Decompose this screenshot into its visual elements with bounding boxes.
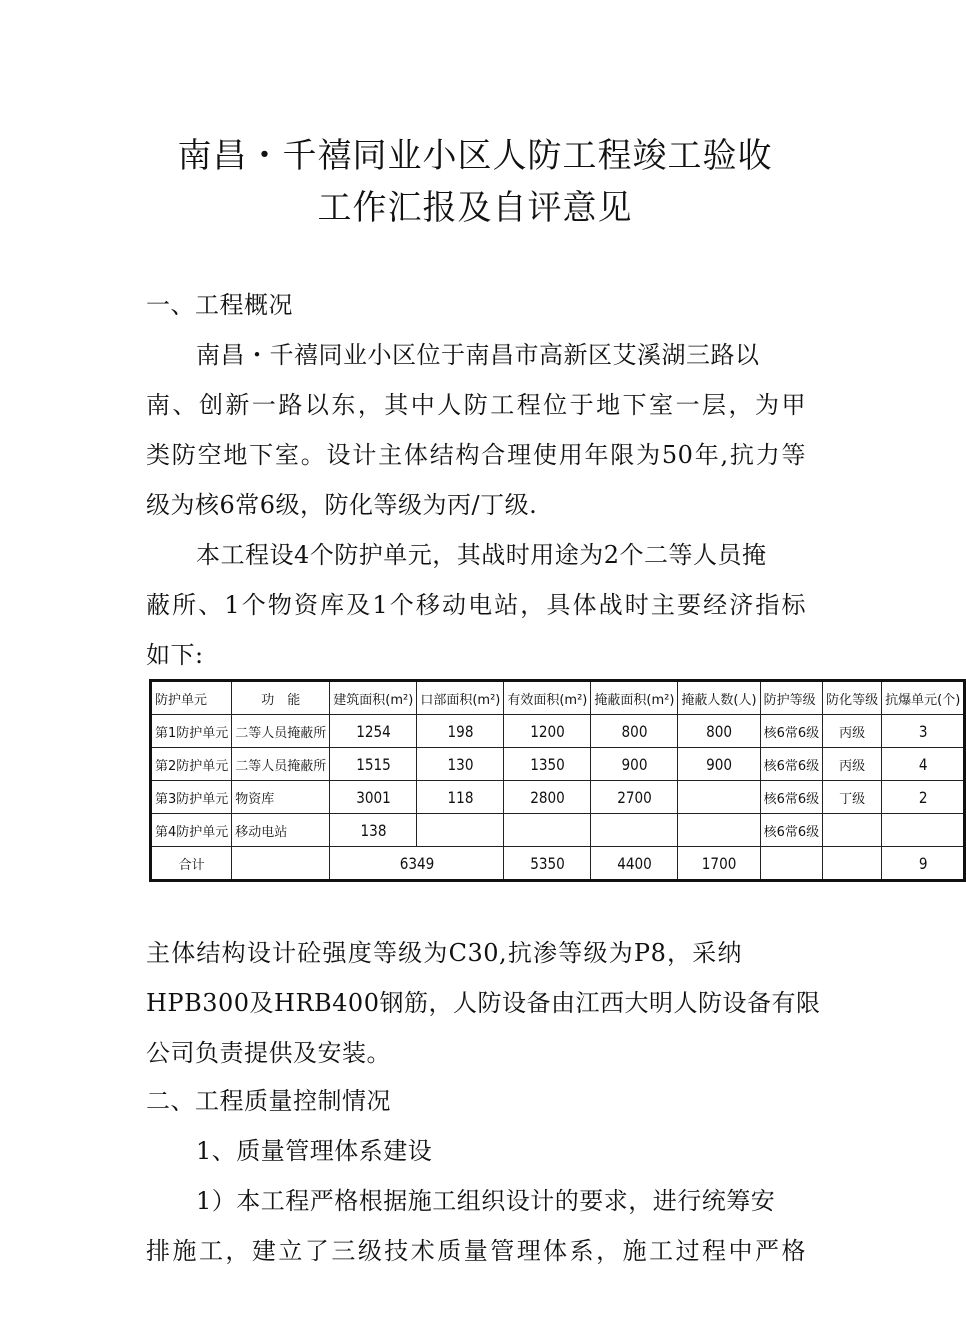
header-cell: 防护单元 bbox=[151, 681, 232, 715]
title-line-2: 工作汇报及自评意见 bbox=[317, 188, 633, 228]
table-cell: 2800 bbox=[510, 781, 584, 814]
table-cell: 800 bbox=[597, 715, 671, 748]
table-cell: 丙级 bbox=[823, 715, 882, 748]
total-shelter-area: 4400 bbox=[597, 847, 671, 881]
table-cell: 丙级 bbox=[823, 748, 882, 781]
table-cell bbox=[423, 814, 497, 847]
table-cell: 1254 bbox=[336, 715, 410, 748]
table-row bbox=[151, 715, 965, 748]
table-cell: 丁级 bbox=[823, 781, 882, 814]
header-cell: 抗爆单元(个) bbox=[882, 681, 965, 715]
total-area: 6349 bbox=[343, 847, 491, 881]
table-cell: 138 bbox=[336, 814, 410, 847]
paragraph-line: 蔽所、1个物资库及1个移动电站，具体战时主要经济指标 bbox=[146, 591, 806, 619]
table-cell: 2 bbox=[888, 781, 959, 814]
table-row bbox=[151, 748, 965, 781]
table-cell: 198 bbox=[423, 715, 497, 748]
total-people: 1700 bbox=[684, 847, 754, 881]
title-line-1: 南昌・千禧同业小区人防工程竣工验收 bbox=[177, 136, 773, 176]
table-cell: 900 bbox=[597, 748, 671, 781]
table-cell: 3001 bbox=[336, 781, 410, 814]
table-total-row bbox=[151, 847, 965, 881]
table-cell bbox=[760, 847, 823, 881]
table-header-row bbox=[151, 681, 965, 715]
table-cell: 130 bbox=[423, 748, 497, 781]
table-cell: 1200 bbox=[510, 715, 584, 748]
table-cell: 3 bbox=[888, 715, 959, 748]
table-cell: 移动电站 bbox=[232, 814, 330, 847]
total-label: 合计 bbox=[151, 847, 232, 881]
total-blast-units: 9 bbox=[888, 847, 959, 881]
paragraph-line: 主体结构设计砼强度等级为C30,抗渗等级为P8，采纳 bbox=[146, 939, 742, 967]
paragraph-line: 类防空地下室。设计主体结构合理使用年限为50年,抗力等 bbox=[146, 441, 806, 469]
table-cell: 核6常6级 bbox=[760, 814, 823, 847]
paragraph-line: 本工程设4个防护单元，其战时用途为2个二等人员掩 bbox=[196, 541, 767, 569]
table-cell: 2700 bbox=[597, 781, 671, 814]
table-cell: 二等人员掩蔽所 bbox=[232, 748, 330, 781]
table-row bbox=[151, 781, 965, 814]
paragraph-line: 公司负责提供及安装。 bbox=[146, 1039, 391, 1067]
table-cell: 第1防护单元 bbox=[151, 715, 232, 748]
table-cell: 第2防护单元 bbox=[151, 748, 232, 781]
total-effective-area: 5350 bbox=[510, 847, 584, 881]
table-cell bbox=[684, 814, 754, 847]
table-cell: 118 bbox=[423, 781, 497, 814]
table-cell: 核6常6级 bbox=[760, 748, 823, 781]
header-cell: 有效面积(m²) bbox=[504, 681, 591, 715]
header-cell: 防护等级 bbox=[760, 681, 823, 715]
table-cell: 二等人员掩蔽所 bbox=[232, 715, 330, 748]
table-cell bbox=[510, 814, 584, 847]
paragraph-line: 级为核6常6级，防化等级为丙/丁级. bbox=[146, 491, 538, 519]
economic-indicators-table bbox=[149, 679, 966, 882]
paragraph-line: 排施工，建立了三级技术质量管理体系，施工过程中严格 bbox=[146, 1237, 806, 1265]
table-row bbox=[151, 814, 965, 847]
section-2-heading: 二、工程质量控制情况 bbox=[146, 1087, 391, 1115]
table-cell bbox=[823, 814, 882, 847]
table-cell bbox=[823, 847, 882, 881]
table-cell: 900 bbox=[684, 748, 754, 781]
paragraph-line: HPB300及HRB400钢筋，人防设备由江西大明人防设备有限 bbox=[146, 989, 821, 1017]
paragraph-line: 1）本工程严格根据施工组织设计的要求，进行统筹安 bbox=[196, 1187, 776, 1215]
section-1-heading: 一、工程概况 bbox=[146, 291, 293, 319]
table-cell: 第4防护单元 bbox=[151, 814, 232, 847]
table-cell: 1515 bbox=[336, 748, 410, 781]
table-cell: 核6常6级 bbox=[760, 715, 823, 748]
table-cell bbox=[684, 781, 754, 814]
table-cell bbox=[232, 847, 330, 881]
table-cell: 核6常6级 bbox=[760, 781, 823, 814]
table-cell: 4 bbox=[888, 748, 959, 781]
paragraph-line: 南、创新一路以东，其中人防工程位于地下室一层，为甲 bbox=[146, 391, 806, 419]
table-cell bbox=[597, 814, 671, 847]
header-cell: 口部面积(m²) bbox=[417, 681, 504, 715]
header-cell: 功 能 bbox=[232, 681, 330, 715]
paragraph-line: 如下: bbox=[146, 641, 204, 669]
header-cell: 掩蔽面积(m²) bbox=[591, 681, 678, 715]
header-cell: 防化等级 bbox=[823, 681, 882, 715]
table-cell bbox=[888, 814, 959, 847]
table-cell: 1350 bbox=[510, 748, 584, 781]
header-cell: 掩蔽人数(人) bbox=[678, 681, 760, 715]
paragraph-line: 南昌・千禧同业小区位于南昌市高新区艾溪湖三路以 bbox=[196, 341, 760, 369]
table-cell: 物资库 bbox=[232, 781, 330, 814]
table-cell: 第3防护单元 bbox=[151, 781, 232, 814]
subsection-heading: 1、质量管理体系建设 bbox=[196, 1137, 433, 1165]
table-cell: 800 bbox=[684, 715, 754, 748]
header-cell: 建筑面积(m²) bbox=[330, 681, 417, 715]
